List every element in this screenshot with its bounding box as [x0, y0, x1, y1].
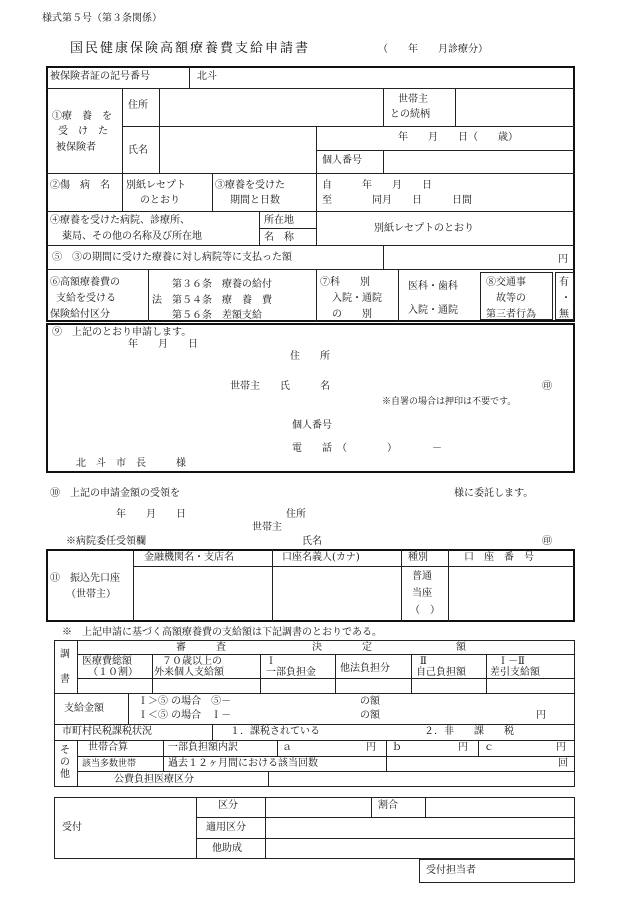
reception-label: 受付: [62, 822, 82, 833]
yen-unit: 円: [558, 254, 568, 265]
benefit-class-label-2: 支給を受ける: [56, 293, 116, 304]
period-from[interactable]: 自 年 月 日: [322, 180, 432, 191]
other-side-label-2: の: [60, 757, 70, 768]
birthdate-field[interactable]: 年 月 日（ 歳）: [398, 132, 518, 143]
bank-header: 金融機関名・支店名: [144, 552, 234, 563]
breakdown-b-yen: 円: [458, 742, 468, 753]
traffic-accident-label-3: 第三者行為: [486, 309, 536, 320]
transfer-account-label-2: （世帯主）: [66, 589, 116, 600]
apply-statement: ⑨ 上記のとおり申請します。: [52, 327, 192, 338]
breakdown-c: ｃ: [484, 742, 494, 753]
many-cases-label: 該当多数世帯: [82, 759, 137, 769]
ordinary-account-option[interactable]: 普通: [412, 571, 432, 582]
department-label-2: 入院・通院: [332, 293, 382, 304]
hospital-delegation-label: ※病院委任受領欄: [66, 536, 146, 547]
payment-amount-label: 支給金額: [64, 703, 104, 714]
address-label: 住所: [128, 100, 148, 111]
category-label: 区分: [218, 800, 238, 811]
other-subsidy-label: 他助成: [212, 843, 242, 854]
audit-side-label: 調: [60, 649, 70, 660]
yes-option[interactable]: 有: [559, 277, 569, 288]
payment-yen: 円: [536, 710, 546, 721]
audit-col-other-law: 他法負担分: [340, 663, 390, 674]
tax-status-taxed[interactable]: １．課税されている: [230, 726, 320, 737]
other-side-label: そ: [60, 745, 70, 756]
hospital-location-label: 所在地: [264, 215, 294, 226]
head-name-label: 世帯主 氏 名: [230, 381, 330, 392]
article-54[interactable]: 第５４条 療 養 費: [172, 295, 272, 306]
hospital-label: ④療養を受けた病院、診療所、: [50, 215, 190, 226]
audit-col-self-pay: 自己負担額: [416, 667, 466, 678]
audit-col-net-pay: 差引支給額: [490, 667, 540, 678]
my-number-label: 個人番号: [322, 155, 362, 166]
audit-header-decision: 決 定: [312, 642, 372, 653]
breakdown-b: ｂ: [392, 742, 402, 753]
article-36[interactable]: 第３６条 療養の給付: [172, 279, 272, 290]
count-unit: 回: [558, 758, 568, 769]
page-title: 国民健康保険高額療養費支給申請書: [70, 41, 311, 56]
household-total-label: 世帯合算: [88, 742, 128, 753]
past-count-label: 過去１２ヶ月間における該当回数: [168, 758, 318, 769]
delegation-statement-2: 様に委託します。: [454, 488, 534, 499]
audit-col-diff: Ｉ－Ⅱ: [498, 656, 525, 667]
insurance-id-label: 被保険者証の記号番号: [50, 71, 150, 82]
audit-note: ※ 上記申請に基づく高額療養費の支給額は下記調書のとおりである。: [62, 627, 382, 638]
name-label: 氏名: [128, 145, 148, 156]
payment-case-2-suffix: の額: [360, 710, 380, 721]
audit-header-amount: 額: [456, 642, 466, 653]
type-header: 種別: [408, 552, 428, 563]
seal-mark: ㊞: [542, 381, 552, 392]
traffic-accident-label: ⑧交通事: [486, 277, 526, 288]
audit-side-label-2: 書: [60, 674, 70, 685]
medical-dental-choice[interactable]: 医科・歯科: [408, 281, 458, 292]
disease-value-2: のとおり: [140, 195, 180, 206]
relation-label-2: との続柄: [390, 109, 430, 120]
holder-header: 口座名義人(カナ): [282, 552, 360, 563]
law-label: 法: [152, 295, 162, 306]
transfer-account-label: ⑪ 振込先口座: [50, 573, 120, 584]
delegation-name-label: 氏名: [302, 536, 322, 547]
delegation-head-label: 世帯主: [252, 522, 282, 533]
form-number: 様式第５号（第３条関係）: [42, 13, 162, 24]
disease-label: ②傷 病 名: [50, 180, 110, 191]
other-side-label-3: 他: [60, 769, 70, 780]
audit-col-ii: Ⅱ: [420, 656, 427, 667]
yes-no-separator: ・: [561, 293, 571, 304]
insurance-id-value[interactable]: 北斗: [197, 71, 217, 82]
payment-case-1: Ｉ＞⑤ の場合 ⑤－: [138, 696, 232, 707]
no-option[interactable]: 無: [559, 309, 569, 320]
seal-note: ※自署の場合は押印は不要です。: [382, 397, 517, 407]
period-label: ③療養を受けた: [215, 180, 285, 191]
department-label: ⑦科 別: [320, 277, 370, 288]
benefit-class-label: ⑥高額療養費の: [50, 277, 120, 288]
copay-breakdown-label: 一部負担額内訳: [168, 742, 238, 753]
title-suffix: （ 年 月診療分）: [378, 44, 488, 55]
hospital-name-label: 名 称: [264, 232, 294, 243]
applicable-category-label: 適用区分: [206, 822, 246, 833]
period-to[interactable]: 至 同月 日 日間: [322, 195, 472, 206]
current-account-option[interactable]: 当座: [412, 588, 432, 599]
audit-col-copay: 一部負担金: [266, 667, 316, 678]
insured-label: ①療 養 を: [52, 111, 112, 122]
delegation-address-label: 住所: [286, 509, 306, 520]
public-medical-label: 公費負担医療区分: [114, 774, 194, 785]
audit-col-i: Ｉ: [266, 656, 276, 667]
audit-col-elderly: ７０歳以上の: [162, 656, 222, 667]
ratio-label: 割合: [378, 800, 398, 811]
breakdown-a-yen: 円: [366, 742, 376, 753]
hospital-value: 別紙レセプトのとおり: [374, 223, 474, 234]
inpatient-outpatient-choice[interactable]: 入院・通院: [408, 305, 458, 316]
breakdown-a: ａ: [282, 742, 292, 753]
disease-value: 別紙レセプト: [126, 180, 186, 191]
tax-status-label: 市町村民税課税状況: [62, 726, 152, 737]
payment-case-2: Ｉ＜⑤ の場合 Ｉ－: [138, 710, 232, 721]
reception-table: [54, 797, 575, 859]
mayor-addressee: 北 斗 市 長 様: [76, 458, 186, 469]
audit-col-total: 医療費総額: [82, 656, 132, 667]
article-56[interactable]: 第５６条 差額支給: [172, 310, 262, 321]
breakdown-c-yen: 円: [556, 742, 566, 753]
apply-date[interactable]: 年 月 日: [128, 339, 198, 350]
insured-label-3: 被保険者: [56, 142, 96, 153]
delegation-date[interactable]: 年 月 日: [116, 509, 186, 520]
tax-status-nontaxed[interactable]: ２．非 課 税: [424, 726, 514, 737]
account-number-header: 口 座 番 号: [464, 552, 534, 563]
apply-address-label: 住 所: [290, 351, 330, 362]
delegation-statement: ⑩ 上記の申請金額の受領を: [50, 488, 180, 499]
traffic-accident-label-2: 故等の: [496, 293, 526, 304]
period-label-2: 期間と日数: [230, 195, 280, 206]
audit-col-elderly-2: 外来個人支給額: [154, 667, 224, 678]
relation-label: 世帯主: [398, 94, 428, 105]
delegation-seal: ㊞: [542, 536, 552, 547]
other-account-option[interactable]: （ ）: [410, 605, 440, 616]
benefit-class-label-3: 保険給付区分: [50, 309, 110, 320]
payment-case-1-suffix: の額: [360, 696, 380, 707]
paid-amount-label: ⑤ ③の期間に受けた療養に対し病院等に支払った額: [52, 252, 292, 263]
hospital-label-2: 薬局、その他の名称及び所在地: [62, 231, 202, 242]
insured-label-2: 受 け た: [58, 126, 108, 137]
reception-staff-label: 受付担当者: [426, 865, 476, 876]
audit-header-review: 審 査: [176, 642, 226, 653]
telephone-label: 電 話 （ ） －: [292, 443, 442, 454]
audit-col-total-2: （１０割）: [88, 667, 138, 678]
department-label-3: の 別: [332, 309, 372, 320]
apply-my-number-label: 個人番号: [292, 420, 332, 431]
